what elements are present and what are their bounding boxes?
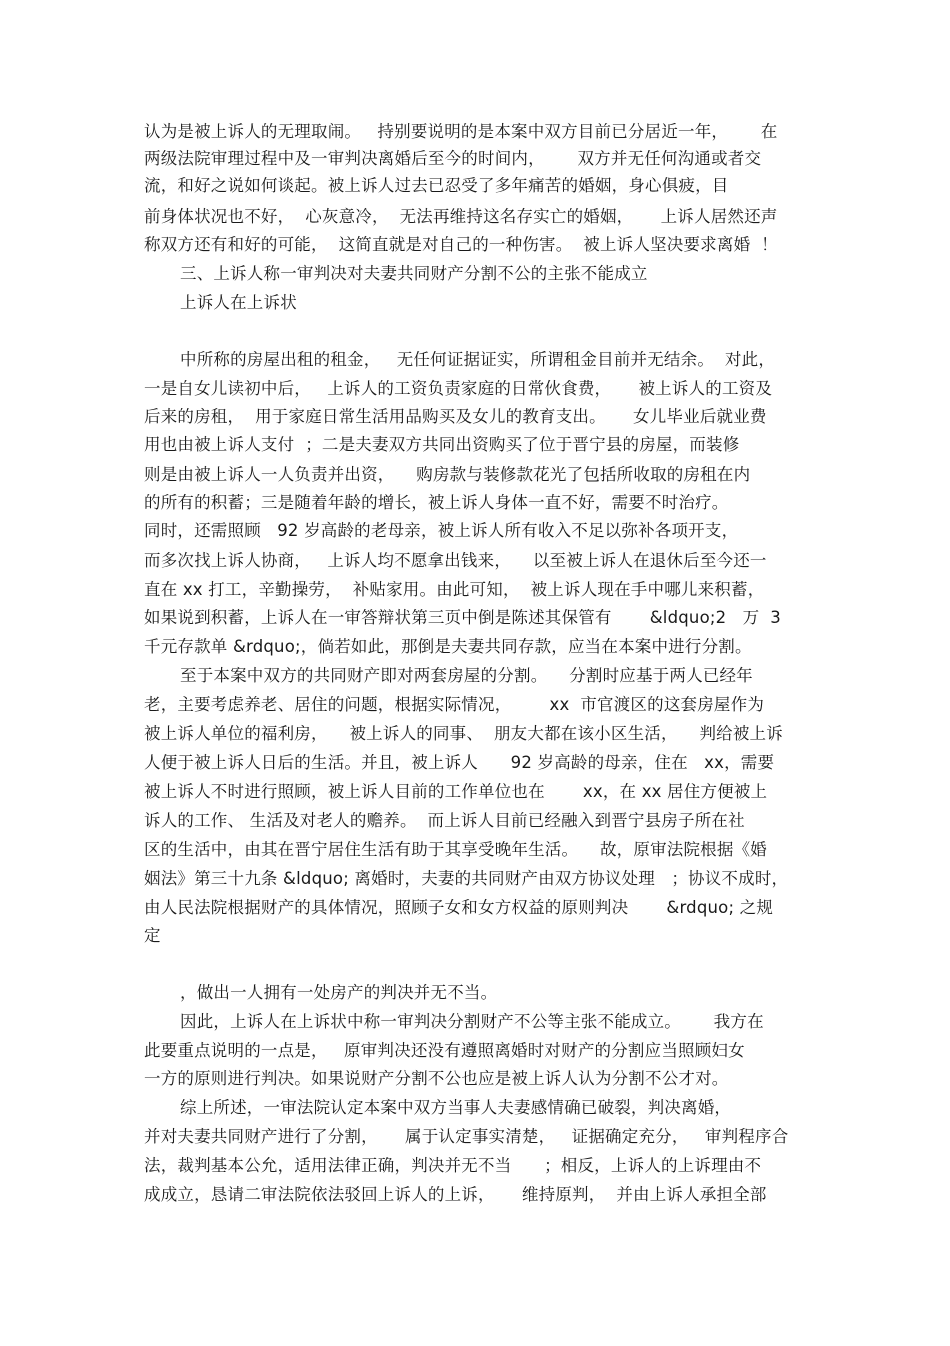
text-line: 用也由被上诉人支付 ；二是夫妻双方共同出资购买了位于晋宁县的房屋，而装修 <box>144 435 740 454</box>
text-line: 法，裁判基本公允，适用法律正确，判决并无不当 ；相反，上诉人的上诉理由不 <box>144 1156 762 1175</box>
text-line: ，做出一人拥有一处房产的判决并无不当。 <box>180 983 498 1002</box>
text-line: 至于本案中双方的共同财产即对两套房屋的分割。 分割时应基于两人已经年 <box>180 666 753 685</box>
text-line: 两级法院审理过程中及一审判决离婚后至今的时间内， 双方并无任何沟通或者交 <box>144 149 762 168</box>
section-heading: 三、上诉人称一审判决对夫妻共同财产分割不公的主张不能成立 <box>180 264 648 283</box>
text-line: 同时，还需照顾 92 岁高龄的老母亲，被上诉人所有收入不足以弥补各项开支， <box>144 521 739 540</box>
text-line: 姻法》第三十九条 &ldquo; 离婚时，夫妻的共同财产由双方协议处理 ；协议不成时， <box>144 869 789 888</box>
text-line: 上诉人在上诉状 <box>180 293 297 312</box>
text-line: 的所有的积蓄；三是随着年龄的增长，被上诉人身体一直不好，需要不时治疗。 <box>144 493 729 512</box>
text-line: 因此，上诉人在上诉状中称一审判决分割财产不公等主张不能成立。 我方在 <box>180 1012 764 1031</box>
text-line: 被上诉人不时进行照顾，被上诉人目前的工作单位也在 xx，在 xx 居住方便被上 <box>144 782 768 801</box>
text-line: 定 <box>144 926 161 945</box>
text-line: 被上诉人单位的福利房， 被上诉人的同事、 朋友大都在该小区生活， 判给被上诉 <box>144 724 783 743</box>
text-line: 中所称的房屋出租的租金， 无任何证据证实，所谓租金目前并无结余。 对此， <box>180 350 776 369</box>
text-line: 称双方还有和好的可能， 这简直就是对自己的一种伤害。 被上诉人坚决要求离婚 ！ <box>144 235 778 254</box>
text-line: 直在 xx 打工，辛勤操劳， 补贴家用。由此可知， 被上诉人现在手中哪儿来积蓄， <box>144 580 765 599</box>
text-line: 此要重点说明的一点是， 原审判决还没有遵照离婚时对财产的分割应当照顾妇女 <box>144 1041 745 1060</box>
text-line: 并对夫妻共同财产进行了分割， 属于认定事实清楚， 证据确定充分， 审判程序合 <box>144 1127 789 1146</box>
text-line: 由人民法院根据财产的具体情况，照顾子女和女方权益的原则判决 &rdquo; 之规 <box>144 898 774 917</box>
text-line: 流，和好之说如何谈起。被上诉人过去已忍受了多年痛苦的婚姻，身心俱疲，目 <box>144 176 729 195</box>
text-line: 一是自女儿读初中后， 上诉人的工资负责家庭的日常伙食费， 被上诉人的工资及 <box>144 379 773 398</box>
text-line: 千元存款单 &rdquo;，倘若如此，那倒是夫妻共同存款，应当在本案中进行分割。 <box>144 637 752 656</box>
text-line: 老，主要考虑养老、居住的问题，根据实际情况， xx 市官渡区的这套房屋作为 <box>144 695 765 714</box>
text-line: 后来的房租， 用于家庭日常生活用品购买及女儿的教育支出。 女儿毕业后就业费 <box>144 407 767 426</box>
text-line: 人便于被上诉人日后的生活。并且，被上诉人 92 岁高龄的母亲，住在 xx，需要 <box>144 753 775 772</box>
text-line: 认为是被上诉人的无理取闹。 持别要说明的是本案中双方目前已分居近一年， 在 <box>144 122 778 141</box>
text-line: 区的生活中，由其在晋宁居住生活有助于其享受晚年生活。 故，原审法院根据《婚 <box>144 840 767 859</box>
text-line: 而多次找上诉人协商， 上诉人均不愿拿出钱来， 以至被上诉人在退休后至今还一 <box>144 551 767 570</box>
text-line: 如果说到积蓄，上诉人在一审答辩状第三页中倒是陈述其保管有 &ldquo;2 万 3 <box>144 608 781 627</box>
text-line: 诉人的工作、 生活及对老人的赡养。 而上诉人目前已经融入到晋宁县房子所在社 <box>144 811 745 830</box>
text-line: 综上所述，一审法院认定本案中双方当事人夫妻感情确已破裂，判决离婚， <box>180 1098 732 1117</box>
text-line: 成成立，恳请二审法院依法驳回上诉人的上诉， 维持原判， 并由上诉人承担全部 <box>144 1185 767 1204</box>
text-line: 一方的原则进行判决。如果说财产分割不公也应是被上诉人认为分割不公才对。 <box>144 1069 729 1088</box>
text-line: 前身体状况也不好， 心灰意冷， 无法再维持这名存实亡的婚姻， 上诉人居然还声 <box>144 207 778 226</box>
text-line: 则是由被上诉人一人负责并出资， 购房款与装修款花光了包括所收取的房租在内 <box>144 465 751 484</box>
